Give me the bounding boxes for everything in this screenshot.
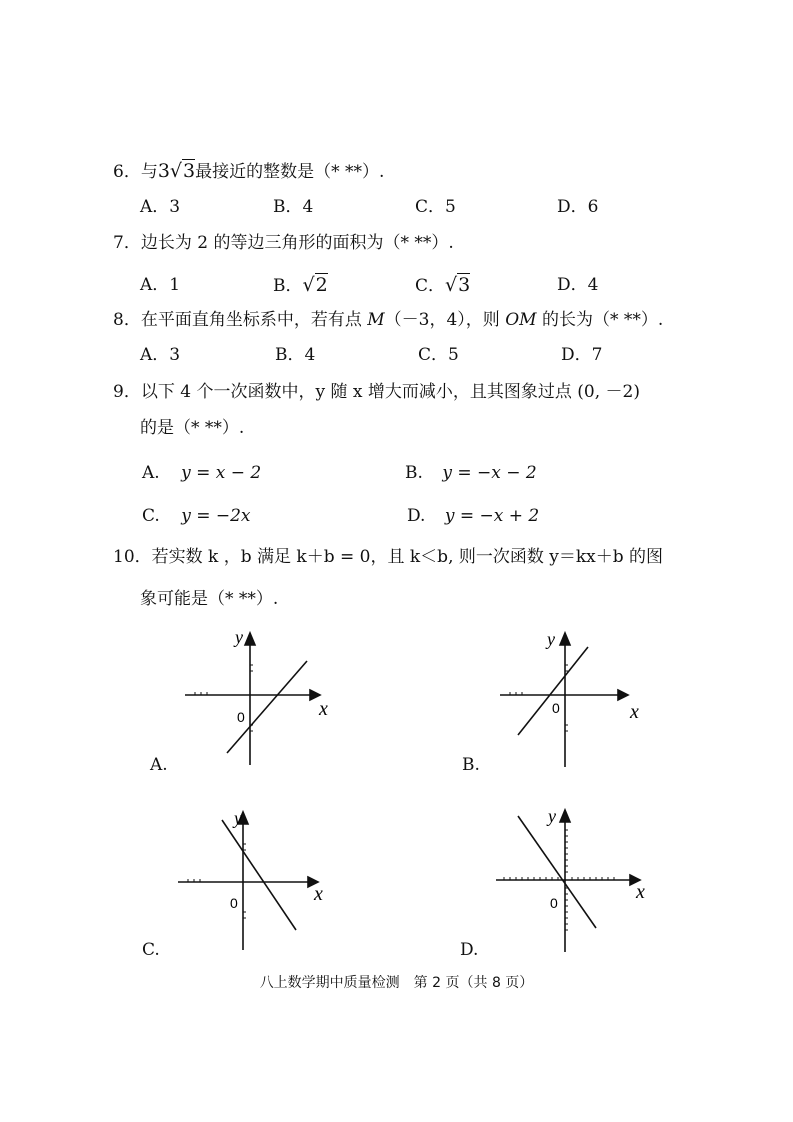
q8-option-b: B．4 bbox=[275, 345, 316, 365]
q7-option-c bbox=[415, 274, 470, 297]
graph-d-function-line bbox=[518, 816, 596, 928]
graph-a-x-label: x bbox=[319, 698, 328, 720]
question-8 bbox=[113, 309, 663, 331]
q9-option-a-equation: y = x − 2 bbox=[181, 463, 262, 483]
graph-a-y-arrow-icon bbox=[245, 633, 255, 645]
q8-point-m: M bbox=[367, 310, 385, 330]
q9-option-b bbox=[405, 462, 537, 484]
q8-pre: 8．在平面直角坐标系中，若有点 bbox=[113, 310, 368, 330]
question-6 bbox=[113, 160, 384, 183]
graph-b-function-line bbox=[518, 647, 588, 735]
q9-option-c-equation: y = −2x bbox=[181, 506, 251, 526]
graph-c-origin: 0 bbox=[230, 895, 238, 911]
q7-option-b bbox=[273, 274, 328, 297]
q8-option-c: C．5 bbox=[418, 345, 459, 365]
question-10-line-1: 10．若实数 k ，b 满足 k＋b = 0，且 k＜b, 则一次函数 y＝kx＋b 的图 bbox=[113, 547, 664, 567]
q7-option-d: D．4 bbox=[557, 275, 599, 295]
q7-option-c-radicand: 3 bbox=[458, 274, 471, 296]
graph-d-y-arrow-icon bbox=[560, 810, 570, 822]
graph-d-label: D. bbox=[460, 940, 479, 960]
page-footer: 八上数学期中质量检测 第 2 页（共 8 页） bbox=[259, 975, 534, 991]
graph-b-y-label: y bbox=[547, 629, 555, 649]
graph-b-y-arrow-icon bbox=[560, 633, 570, 645]
graph-c-function-line bbox=[222, 820, 296, 930]
q8-mid: （－3，4），则 bbox=[384, 310, 506, 330]
graph-a-label: A. bbox=[150, 755, 168, 775]
q6-prefix: 6． bbox=[113, 162, 141, 182]
q9-option-d bbox=[407, 505, 539, 527]
graph-a bbox=[175, 625, 355, 775]
q7-option-c-label: C． bbox=[415, 276, 446, 296]
q9-option-a-label: A. bbox=[142, 463, 160, 483]
graph-d-y-label: y bbox=[548, 806, 556, 826]
graph-b bbox=[490, 625, 670, 775]
graph-b-x-label: x bbox=[630, 701, 639, 723]
graph-d-x-label: x bbox=[636, 881, 645, 903]
sqrt-icon: √ bbox=[445, 274, 458, 296]
q6-pre: 与 bbox=[140, 162, 158, 182]
q7-option-b-label: B． bbox=[273, 276, 303, 296]
q6-option-a: A．3 bbox=[140, 197, 181, 217]
q9-option-d-equation: y = −x + 2 bbox=[444, 506, 540, 526]
sqrt-icon: √ bbox=[169, 160, 183, 182]
q6-option-d: D．6 bbox=[557, 197, 599, 217]
q9-option-b-equation: y = −x − 2 bbox=[442, 463, 537, 483]
graph-a-function-line bbox=[227, 661, 307, 753]
q6-option-c: C．5 bbox=[415, 197, 456, 217]
q6-radicand: 3 bbox=[183, 160, 196, 182]
graph-d bbox=[488, 800, 668, 960]
q8-option-a: A．3 bbox=[140, 345, 181, 365]
question-9-line-1: 9．以下 4 个一次函数中，y 随 x 增大而减小，且其图象过点 (0, －2) bbox=[113, 382, 640, 402]
q7-option-b-radicand: 2 bbox=[315, 274, 328, 296]
q9-option-d-label: D. bbox=[407, 506, 426, 526]
q6-post: 最接近的整数是（* **）. bbox=[195, 162, 385, 182]
graph-c-x-label: x bbox=[314, 883, 323, 905]
graph-b-origin: 0 bbox=[552, 700, 560, 716]
q9-option-c bbox=[142, 505, 251, 527]
q8-option-d: D．7 bbox=[561, 345, 603, 365]
q8-om: OM bbox=[505, 310, 537, 330]
graph-b-x-arrow-icon bbox=[618, 690, 628, 700]
graph-c-y-label: y bbox=[234, 808, 242, 828]
graph-a-y-label: y bbox=[235, 627, 243, 647]
graph-b-label: B. bbox=[462, 755, 480, 775]
q9-option-b-label: B. bbox=[405, 463, 423, 483]
graph-c-label: C. bbox=[142, 940, 160, 960]
graph-a-origin: 0 bbox=[237, 709, 245, 725]
graph-c bbox=[168, 800, 348, 960]
q7-option-a: A．1 bbox=[140, 275, 181, 295]
q8-post: 的长为（* **）. bbox=[536, 310, 664, 330]
q6-coefficient: 3 bbox=[157, 160, 170, 182]
question-7: 7．边长为 2 的等边三角形的面积为（* **）. bbox=[113, 233, 454, 253]
q9-option-a bbox=[142, 462, 261, 484]
q6-option-b: B．4 bbox=[273, 197, 314, 217]
question-10-line-2: 象可能是（* **）. bbox=[140, 589, 279, 609]
graph-d-origin: 0 bbox=[550, 895, 558, 911]
sqrt-icon: √ bbox=[302, 274, 315, 296]
q9-option-c-label: C. bbox=[142, 506, 160, 526]
question-9-line-2: 的是（* **）. bbox=[140, 418, 245, 438]
